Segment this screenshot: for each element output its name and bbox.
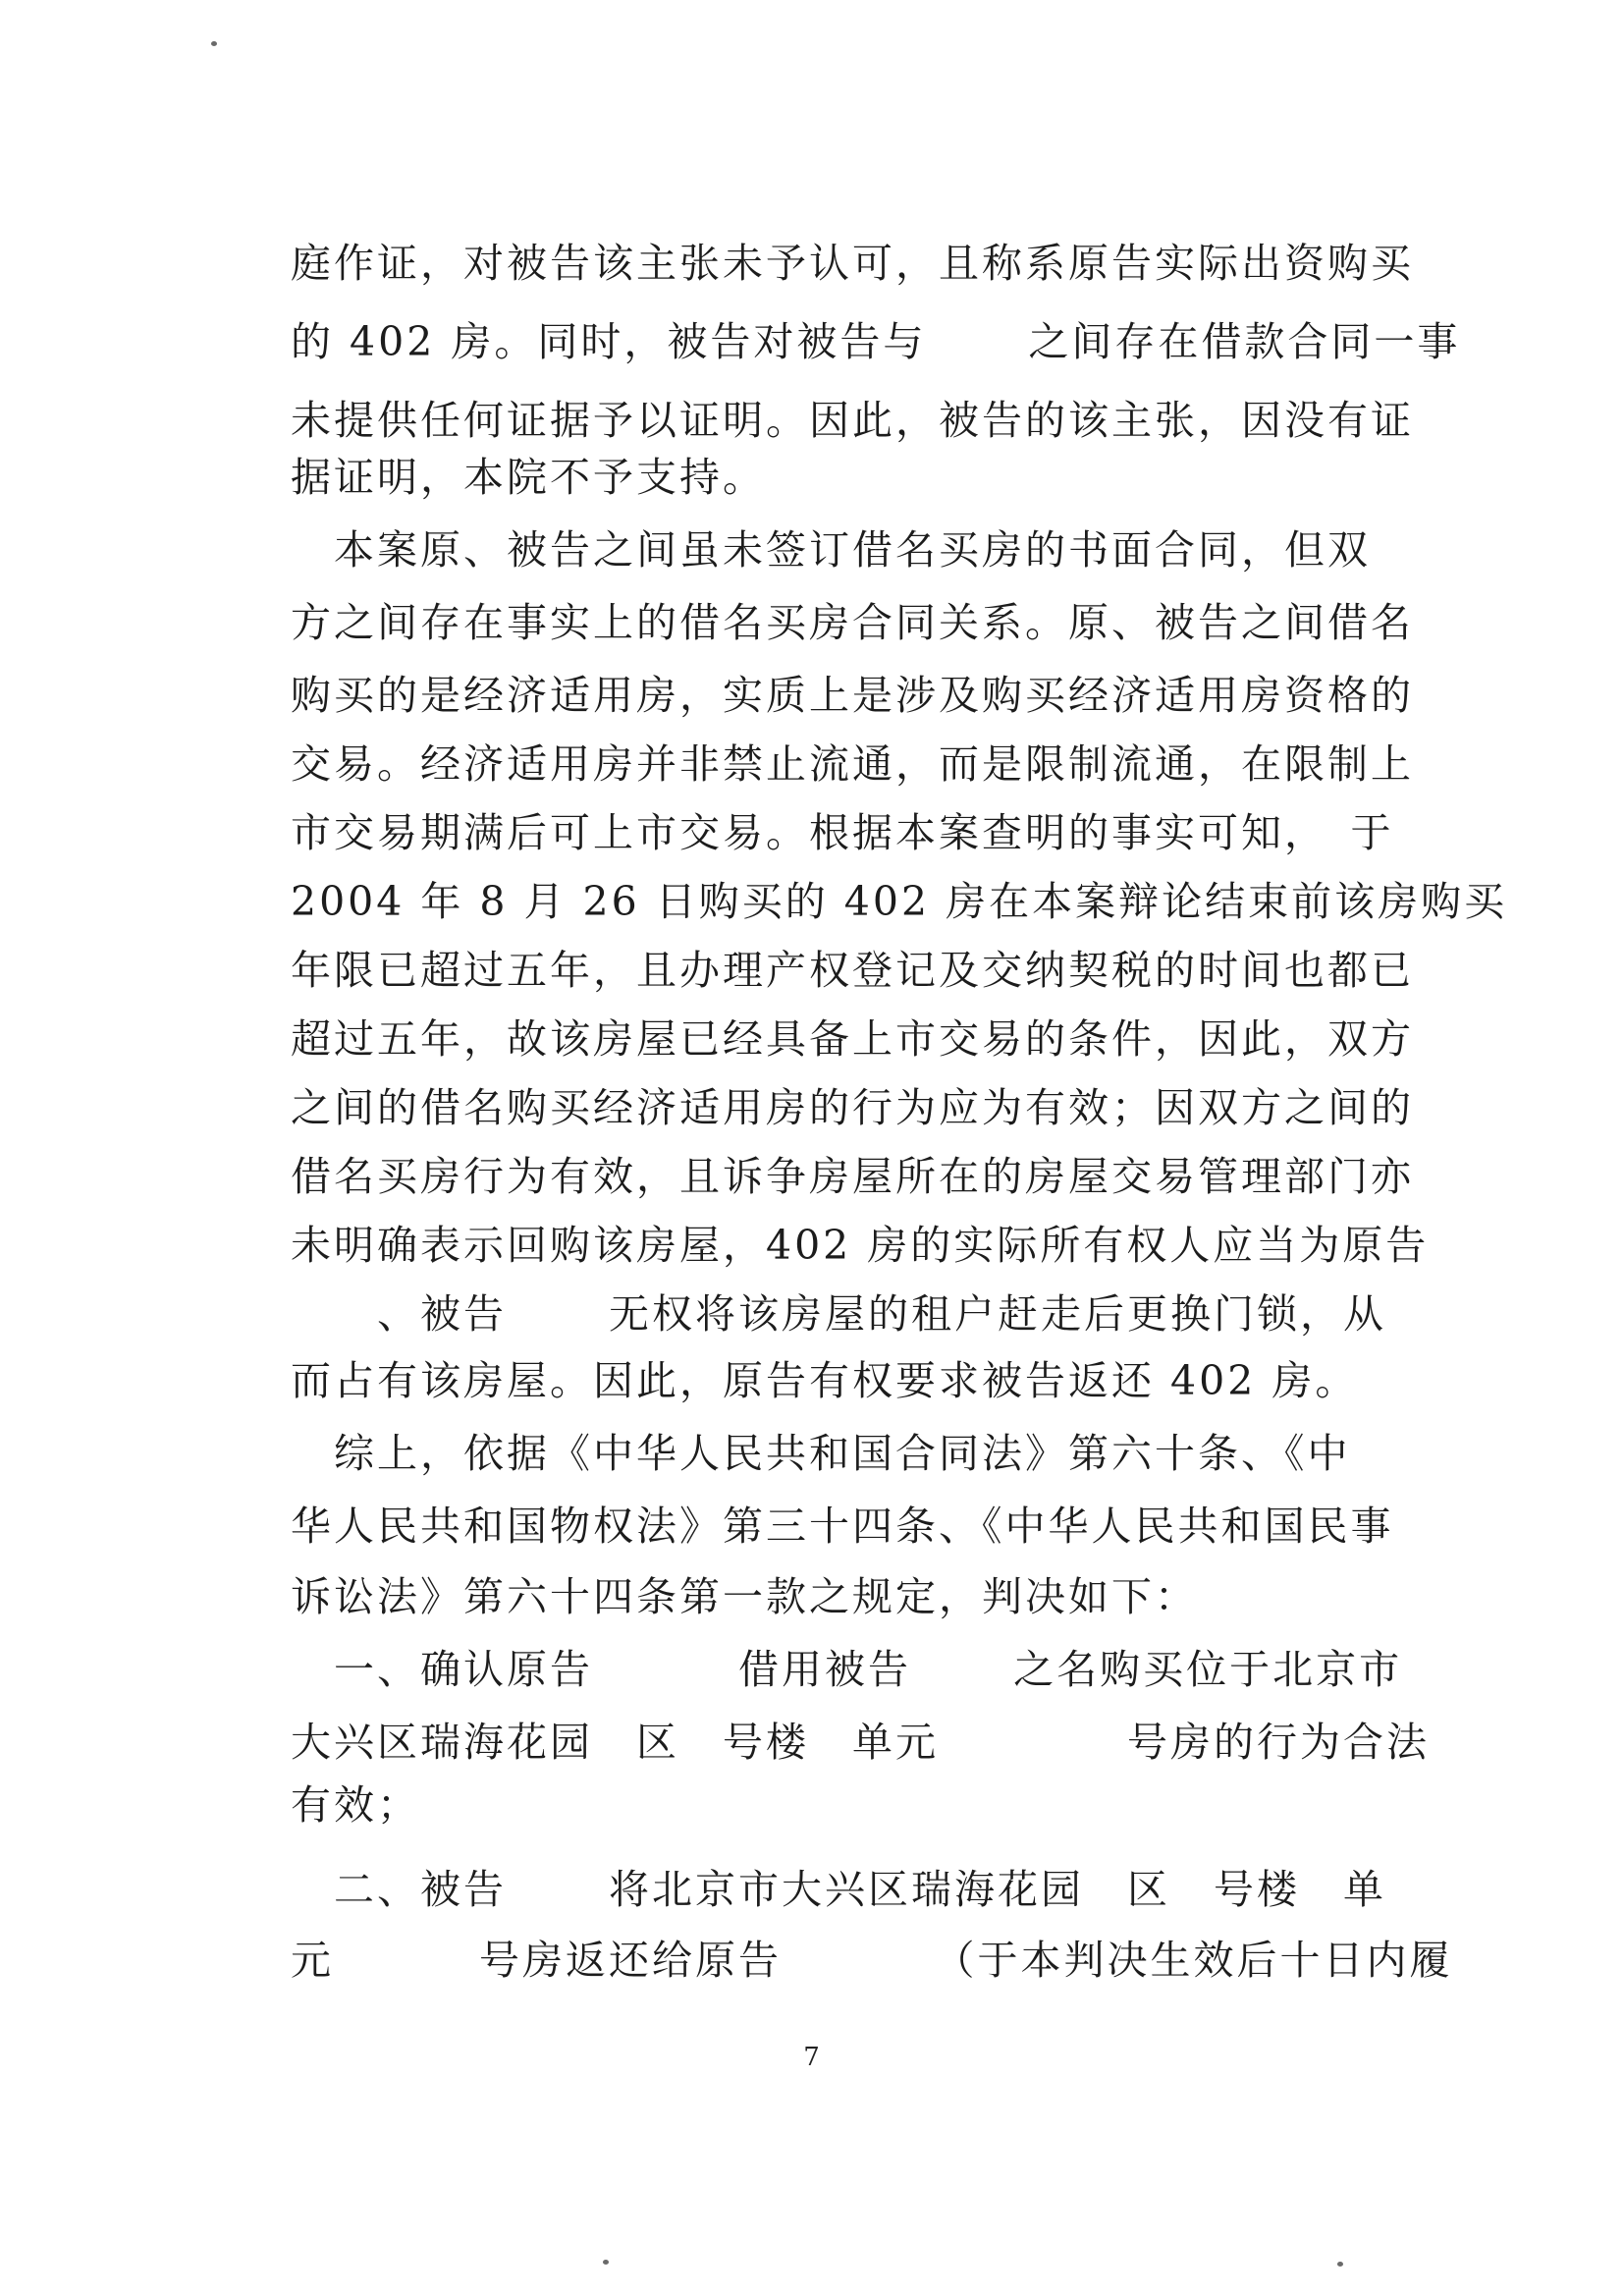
text-line: 本案原、被告之间虽未签订借名买房的书面合同，但双 [291,526,1371,574]
text-line: 2004 年 8 月 26 日购买的 402 房在本案辩论结束前该房购买 [291,878,1508,925]
binding-hole-mark [603,2260,609,2265]
text-line: 有效； [291,1781,420,1829]
text-line: 二、被告 将北京市大兴区瑞海花园 区 号楼 单 [291,1866,1387,1913]
text-line: 华人民共和国物权法》第三十四条、《中华人民共和国民事 [291,1503,1394,1550]
text-line: 元 号房返还给原告 （于本判决生效后十日内履 [291,1937,1453,1984]
text-line: 超过五年，故该房屋已经具备上市交易的条件，因此，双方 [291,1015,1414,1063]
text-line: 购买的是经济适用房，实质上是涉及购买经济适用房资格的 [291,672,1414,719]
text-line: 交易。经济适用房并非禁止流通，而是限制流通，在限制上 [291,740,1414,788]
text-line: 大兴区瑞海花园 区 号楼 单元 号房的行为合法 [291,1719,1431,1766]
text-line: 诉讼法》第六十四条第一款之规定，判决如下： [291,1573,1198,1620]
text-line: 一、确认原告 借用被告 之名购买位于北京市 [291,1646,1403,1693]
text-line: 未提供任何证据予以证明。因此，被告的该主张，因没有证 [291,397,1414,444]
page-number: 7 [803,2043,820,2072]
text-line: 的 402 房。同时，被告对被告与 之间存在借款合同一事 [291,318,1461,365]
text-line: 之间的借名购买经济适用房的行为应为有效；因双方之间的 [291,1084,1414,1131]
text-line: 方之间存在事实上的借名买房合同关系。原、被告之间借名 [291,599,1414,646]
text-line: 年限已超过五年，且办理产权登记及交纳契税的时间也都已 [291,947,1414,994]
text-line: 据证明，本院不予支持。 [291,454,766,501]
text-line: 、被告 无权将该房屋的租户赶走后更换门锁，从 [291,1290,1387,1338]
text-line: 未明确表示回购该房屋，402 房的实际所有权人应当为原告 [291,1222,1430,1269]
text-line: 借名买房行为有效，且诉争房屋所在的房屋交易管理部门亦 [291,1153,1414,1200]
text-line: 庭作证，对被告该主张未予认可，且称系原告实际出资购买 [291,240,1414,287]
text-line: 而占有该房屋。因此，原告有权要求被告返还 402 房。 [291,1357,1359,1404]
text-line: 综上，依据《中华人民共和国合同法》第六十条、《中 [291,1430,1351,1477]
scan-speck [211,41,217,46]
text-line: 市交易期满后可上市交易。根据本案查明的事实可知， 于 [291,809,1394,856]
binding-hole-mark [1337,2262,1343,2267]
